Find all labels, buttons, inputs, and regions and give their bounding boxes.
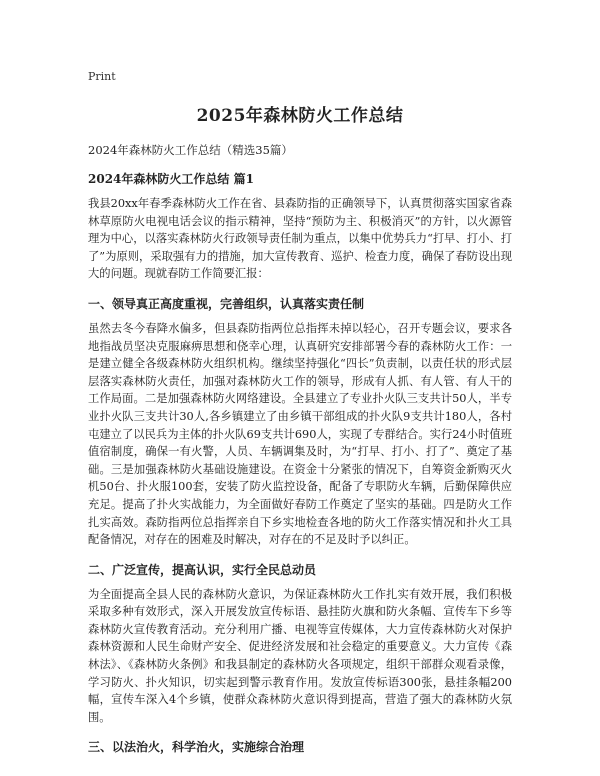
section-2-paragraph: 为全面提高全县人民的森林防火意识，为保证森林防火工作扎实有效开展，我们积极采取多种有效形式，深入开展发放宣传标语、悬挂防火旗和防火条幅、宣传车下乡等森林防火宣传教育活动。充分利用广播、电视等宣传媒体，大力宣传森林防火对保护森林资源和人民生命财产安全、促进经济发展和社会稳定的重要意义。大力宣传《森林法》、《森林防火条例》和我县制定的森林防火各项规定，组织干部群众观看录像，学习防火、扑火知识，切实起到警示教育作用。发放宣传标语300张，悬挂条幅200幅，宣传车深入4个乡镇，使群众森林防火意识得到提高，营造了强大的森林防火氛围。 <box>88 587 512 724</box>
print-label[interactable]: Print <box>88 70 116 83</box>
section-heading-2: 二、广泛宣传，提高认识，实行全民总动员 <box>88 562 317 577</box>
document-title: 2025年森林防火工作总结 <box>196 106 404 126</box>
article-heading: 2024年森林防火工作总结 篇1 <box>88 172 254 186</box>
document-subtitle: 2024年森林防火工作总结（精选35篇） <box>88 143 293 157</box>
section-heading-3: 三、以法治火，科学治火，实施综合治理 <box>88 740 305 755</box>
section-heading-1: 一、领导真正高度重视，完善组织，认真落实责任制 <box>88 296 365 311</box>
section-1-paragraph: 虽然去冬今春降水偏多，但县森防指两位总指挥未掉以轻心，召开专题会议，要求各地指战员坚决克服麻痹思想和侥幸心理，认真研究安排部署今春的森林防火工作：一是建立健全各级森林防火组织机构。继续坚持强化“四长”负责制，以责任状的形式层层落实森林防火责任，加强对森林防火工作的领导，形成有人抓、有人管、有人干的工作局面。二是加强森林防火网络建设。全县建立了专业扑火队三支共计50人，半专业扑火队三支共计30人,各乡镇建立了由乡镇干部组成的扑火队9支共计180人，各村屯建立了以民兵为主体的扑火队69支共计690人，实现了专群结合。实行24小时值班值宿制度，确保一有火警，人员、车辆调集及时，为“打早、打小、打了”、奠定了基础。三是加强森林防火基础设施建设。在资金十分紧张的情况下，自筹资金新购灭火机50台、扑火服100套，安装了防火监控设备，配备了专职防火车辆，后勤保障供应充足。提高了扑火实战能力，为全面做好春防工作奠定了坚实的基础。四是防火工作扎实高效。森防指两位总指挥亲自下乡实地检查各地的防火工作落实情况和扑火工具配备情况，对存在的困难及时解决，对存在的不足及时予以纠正。 <box>88 321 512 547</box>
intro-paragraph: 我县20xx年春季森林防火工作在省、县森防指的正确领导下，认真贯彻落实国家省森林草原防火电视电话会议的指示精神，坚持“预防为主、积极消灭”的方针，以火源管理为中心，以落实森林防火行政领导责任制为重点，以集中优势兵力“打早、打小、打了”为原则，采取强有力的措施，加大宣传教育、巡护、检查力度，确保了春防设出现大的问题。现就春防工作简要汇报： <box>88 197 512 281</box>
